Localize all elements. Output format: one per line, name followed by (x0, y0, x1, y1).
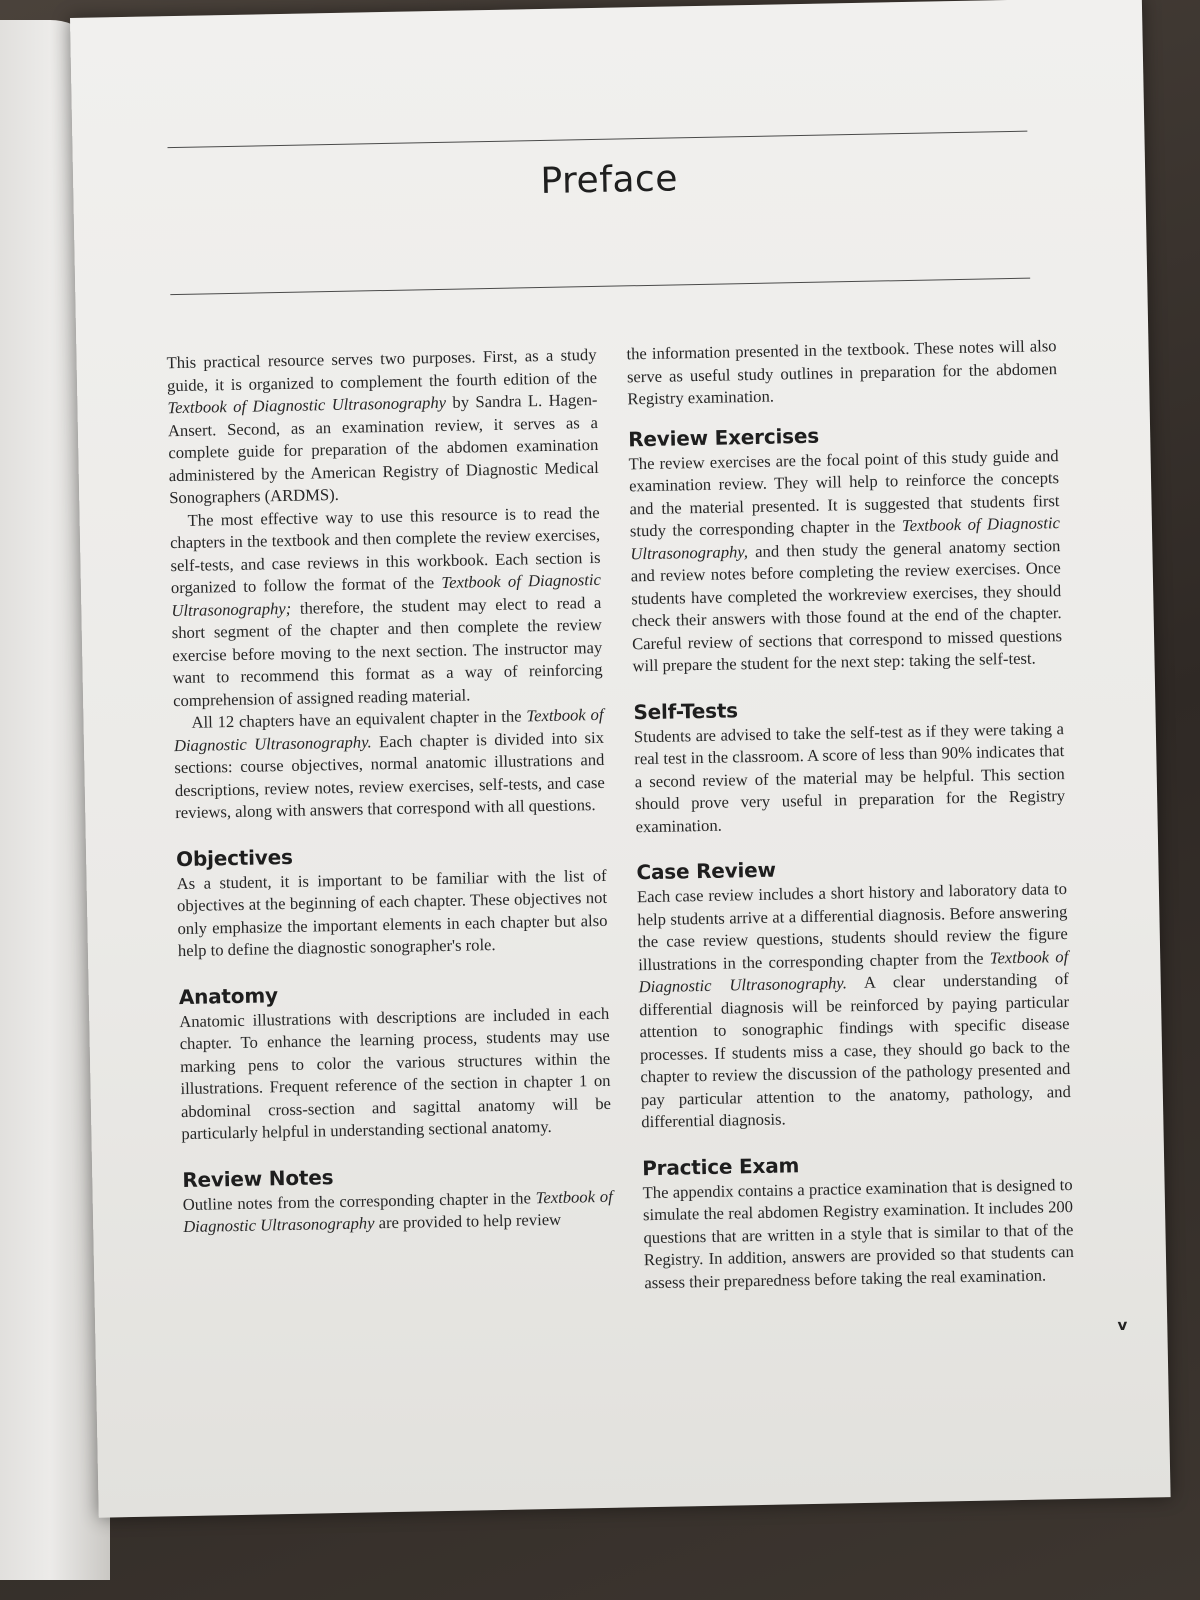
objectives-heading: Objectives (175, 844, 293, 871)
review-notes-continued: the information presented in the textbook. These notes will also serve as useful study outlines in preparation for the abdomen Registry examination. (626, 336, 1058, 409)
review-notes-heading: Review Notes (182, 1164, 334, 1192)
self-tests-paragraph: Students are advised to take the self-test as if they were taking a real test in the classroom. A score of less than 90% indicates that a second review of the material may be helpful. This section should prove very useful in preparation for the Registry examination. (633, 718, 1066, 836)
usage-paragraph: The most effective way to use this resource is to read the chapters in the textbook and then complete the review exercises, self-tests, and case reviews in this workbook. Each section is organized to follow the format of the Textbook of Diagnostic Ultrasonography; therefore, the student may elect to read a short segment of the chapter and then complete the review exercise before moving to the next section. The instructor may want to recommend this format as a way of reinforcing comprehension of assigned reading material. (169, 502, 603, 710)
intro-paragraph: This practical resource serves two purposes. First, as a study guide, it is organized to complement the fourth edition of the Textbook of Diagnostic Ultrasonography by Sandra L. Hagen-Ansert. Second, as an examination review, it serves as a complete guide for preparation of the abdomen examination administered by the American Registry of Diagnostic Medical Sonographers (ARDMS). (166, 344, 599, 508)
self-tests-heading: Self-Tests (633, 697, 739, 724)
practice-exam-heading: Practice Exam (641, 1152, 800, 1180)
left-column (166, 344, 613, 1239)
anatomy-heading: Anatomy (178, 982, 279, 1009)
practice-exam-paragraph: The appendix contains a practice examination that is designed to simulate the real abdomen Registry examination. It includes 200 questions that are written in a style that is similar to that of the Registry. In addition, answers are provided so that students can assess their preparedness before taking the real examination. (642, 1174, 1075, 1292)
review-exercises-paragraph: The review exercises are the focal point of this study guide and examination review. They will help to reinforce the concepts and the material presented. It is suggested that students first study the corresponding chapter in the Textbook of Diagnostic Ultrasonography, and then study the general anatomy section and review notes before completing the review exercises. Once students have completed the workreview exercises, they should check their answers with those found at the end of the chapter. Careful review of sections that correspond to missed questions will prepare the student for the next step: taking the self-test. (628, 445, 1063, 676)
header-rule-top (167, 131, 1027, 149)
page-title: Preface (540, 158, 679, 202)
book-page (70, 0, 1171, 1518)
review-notes-paragraph: Outline notes from the corresponding chapter in the Textbook of Diagnostic Ultrasonography are provided to help review (182, 1186, 613, 1237)
objectives-paragraph: As a student, it is important to be familiar with the list of objectives at the beginning of each chapter. These objectives not only emphasize the important elements in each chapter but also help to define the diagnostic sonographer's role. (176, 865, 608, 961)
header-rule-bottom (170, 278, 1030, 296)
chapters-paragraph: All 12 chapters have an equivalent chapter in the Textbook of Diagnostic Ultrasonography. Each chapter is divided into six sections: course objectives, normal anatomic illustrations and descriptions, review notes, review exercises, self-tests, and case reviews, along with answers that correspond with all questions. (173, 704, 605, 823)
right-column (626, 335, 1074, 1294)
review-exercises-heading: Review Exercises (627, 423, 820, 451)
case-review-heading: Case Review (636, 857, 777, 885)
anatomy-paragraph: Anatomic illustrations with descriptions are included in each chapter. To enhance the learning process, students may use marking pens to color the various structures within the illustrations. Frequent reference of the section in chapter 1 on abdominal cross-section and sagittal anatomy will be particularly helpful in understanding sectional anatomy. (179, 1003, 612, 1144)
case-review-paragraph: Each case review includes a short history and laboratory data to help students arrive at a differential diagnosis. Before answering the case review questions, students should review the figure illustrations in the corresponding chapter from the Textbook of Diagnostic Ultrasonography. A clear understanding of differential diagnosis will be reinforced by paying particular attention to sonographic findings with specific disease processes. If students miss a case, they should go back to the chapter to review the discussion of the pathology presented and pay particular attention to the anatomy, pathology, and differential diagnosis. (636, 879, 1071, 1132)
page-number: v (1117, 1315, 1128, 1335)
